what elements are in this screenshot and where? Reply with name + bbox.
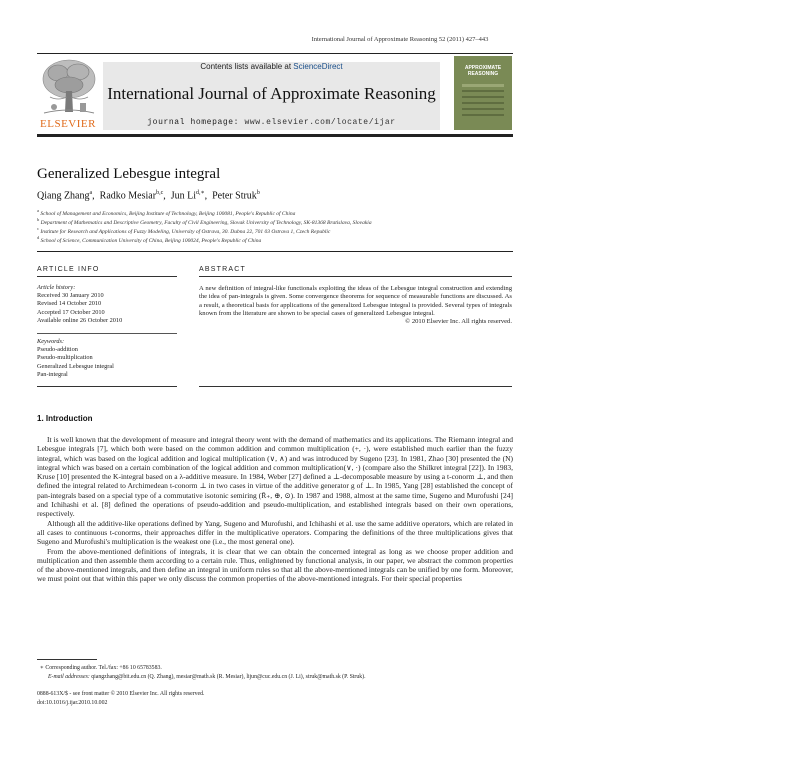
paper-title: Generalized Lebesgue integral (37, 166, 221, 182)
history-entry: Revised 14 October 2010 (37, 300, 102, 308)
masthead-bottom-rule (37, 134, 513, 137)
affiliation (37, 226, 330, 235)
article-history (37, 284, 177, 325)
author-name: Peter Struk (212, 190, 257, 202)
elsevier-wordmark: ELSEVIER (40, 118, 96, 130)
paragraph: Although all the additive-like operations defined by Yang, Sugeno and Murofushi, and Ichihashi et al. use the same additive operators, which are related in all cases to continuous t-conorms, their approaches differ in the multiplicative operators. Comparing the definitions of the three multiplications gives that Sugeno and Murofushi's multiplication is the weakest one (i.e., the most general one). (37, 518, 513, 547)
keyword: Pseudo-addition (37, 346, 78, 354)
author-name: Radko Mesiar (99, 190, 157, 202)
author-affiliation-mark: b,c (156, 190, 164, 196)
affiliation-mark: d (37, 235, 40, 240)
journal-title: International Journal of Approximate Reasoning (107, 84, 436, 103)
keywords-rule (37, 333, 177, 334)
article-info-rule (37, 276, 177, 277)
article-info-heading: ARTICLE INFO (37, 266, 100, 273)
running-head: International Journal of Approximate Reasoning 52 (2011) 427–443 (311, 36, 489, 43)
article-info-bottom-rule (37, 386, 177, 387)
author-name: Jun Li (170, 190, 197, 202)
history-entry: Available online 26 October 2010 (37, 316, 123, 324)
email-label: E-mail addresses: (48, 674, 90, 680)
keywords (37, 338, 177, 379)
keywords-label: Keywords: (37, 338, 65, 345)
history-label: Article history: (37, 284, 76, 291)
journal-cover-title (458, 66, 508, 77)
affiliation (37, 217, 372, 226)
section-heading: 1. Introduction (37, 414, 93, 423)
abstract-heading: ABSTRACT (199, 266, 246, 273)
abstract-rule (199, 276, 512, 277)
author-affiliation-mark: a (89, 190, 93, 196)
cover-title-line-1: APPROXIMATE (464, 65, 502, 71)
affiliation-mark: a (37, 208, 39, 213)
corresponding-author-note: ∗ Corresponding author. Tel./fax: +86 10 65783583. (40, 665, 162, 671)
doi-line[interactable]: doi:10.1016/j.ijar.2010.10.002 (37, 700, 108, 706)
paragraph: From the above-mentioned definitions of integrals, it is clear that we can obtain the concerned integral as long as we choose proper addition and multiplication and then assemble them according to a certain rule. Thus, enlightened by functional analysis, in our paper, we abstract the common properties of the above-mentioned integrals, and then define an integral in uniform rules so that all the above-mentioned integrals can be unified by one form. Moreover, we must point out that within this paper we only discuss the common properties of the above-mentioned integrals. For their special properties (37, 546, 513, 584)
email-addresses: qiangzhang@bit.edu.cn (Q. Zhang), mesiar@math.sk (R. Mesiar), lijun@cuc.edu.cn (J. Li), struk@math.sk (P. Struk). (89, 674, 366, 680)
footnote-rule (37, 659, 97, 660)
paragraph: It is well known that the development of measure and integral theory went with the demand of mathematics and its applications. The Riemann integral and Lebesgue integrals [7], which both were based on the common addition and common multiplication (+, ·), were established much earlier than the fuzzy integral, which was based on the logical addition and logical multiplication (∨, ∧) and was introduced by Sugeno [23]. In 1981, Zhao [30] presented the (N) integral which was based on a certain combination of the logical addition and common multiplication(∨, ·) (compare also the Shilkret integral [22]). In 1983, Kruse [10] presented the K-integral based on a λ-additive measure. In 1984, Weber [27] defined a ⊥-decomposable measure by using a t-conorm ⊥, and then defined the integral related to Archimedean t-conorm ⊥ in two cases in virtue of the additive generator g of ⊥. In 1985, Yang [28] established the concept of pan-integrals based on a special type of a commutative isotonic semiring (R̄₊, ⊕, ⊙). In 1987 and 1988, almost at the same time, Sugeno and Murofushi [24] and Ichihashi et al. [8] defined the operations of pseudo-addition and pseudo-multiplication, and established integrals based on their own operations, respectively. (37, 435, 513, 519)
title-bottom-rule (37, 251, 513, 252)
abstract (199, 285, 512, 326)
affiliation (37, 208, 295, 217)
affiliation-text: School of Science, Communication University of China, Beijing 100024, People's Republic of China (40, 237, 262, 244)
contents-line (103, 62, 440, 71)
affiliation-text: Institute for Research and Applications of Fuzzy Modeling, University of Ostrava, 30. Dubna 22, 701 03 Ostrava 1, Czech Republic (40, 228, 331, 235)
author-name: Qiang Zhang (37, 190, 90, 202)
author-affiliation-mark: d,∗ (196, 190, 205, 196)
author-affiliation-mark: b (256, 190, 260, 196)
history-entry: Accepted 17 October 2010 (37, 308, 105, 316)
abstract-copyright: © 2010 Elsevier Inc. All rights reserved. (405, 318, 512, 326)
affiliation (37, 235, 261, 244)
affiliation-text: Department of Mathematics and Descriptive Geometry, Faculty of Civil Engineering, Slovak University of Technology, SK-81368 Bratislava, Slovakia (40, 219, 372, 226)
cover-pattern (458, 82, 508, 126)
cover-title-line-2: REASONING (467, 70, 499, 77)
journal-homepage (103, 118, 440, 127)
homepage-prefix: journal homepage: (147, 118, 245, 127)
sciencedirect-link[interactable]: ScienceDirect (293, 62, 343, 71)
abstract-bottom-rule (199, 386, 512, 387)
affiliation-mark: b (37, 217, 40, 222)
elsevier-tree-logo (40, 57, 98, 117)
masthead-top-rule (37, 53, 513, 54)
keyword: Pseudo-multiplication (37, 354, 93, 362)
author-list: Qiang Zhang$^a$, Radko Mesiar$^{b,c}$, Jun $Li^{d,∗}$, Peter Struk$^b$ (37, 190, 260, 202)
keyword: Pan-integral (37, 370, 68, 378)
email-note (48, 674, 366, 680)
history-entry: Received 30 January 2010 (37, 292, 104, 300)
contents-prefix: Contents lists available at (200, 62, 294, 71)
affiliation-text: School of Management and Economics, Beijing Institute of Technology, Beijing 100081, People's Republic of China (40, 210, 296, 217)
issn-line: 0888-613X/$ - see front matter © 2010 Elsevier Inc. All rights reserved. (37, 691, 205, 697)
abstract-text: A new definition of integral-like functionals exploiting the ideas of the Lebesgue integral construction and extending the idea of pan-integrals is given. Some convergence theorems for sequence of measurable functions are discussed. As a result, a theoretical basis for applications of the generalized Lebesgue integral is provided. Several types of integrals known from the literature are shown to be special cases of generalized Lebesgue integral. (199, 285, 512, 317)
homepage-link[interactable]: www.elsevier.com/locate/ijar (244, 118, 396, 127)
intro-body (37, 435, 513, 584)
keyword: Generalized Lebesgue integral (37, 362, 114, 370)
affiliation-mark: c (37, 226, 39, 231)
